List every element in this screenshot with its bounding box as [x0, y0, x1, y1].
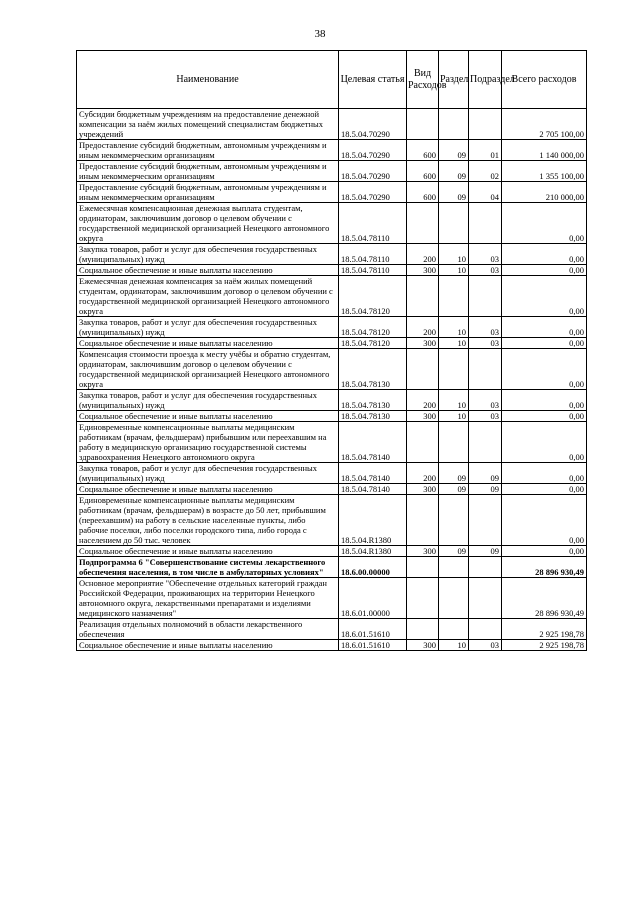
- cell-total: 0,00: [502, 338, 587, 349]
- table-row: [77, 463, 587, 484]
- cell-name: Предоставление субсидий бюджетным, автономным учреждениям и иным некоммерческим организациям: [77, 161, 339, 182]
- cell-section: [439, 203, 469, 244]
- table-row: [77, 140, 587, 161]
- cell-section: 10: [439, 640, 469, 651]
- cell-kind: [407, 619, 439, 640]
- cell-target: 18.5.04.70290: [339, 161, 407, 182]
- cell-name: Закупка товаров, работ и услуг для обеспечения государственных (муниципальных) нужд: [77, 463, 339, 484]
- cell-total: 2 925 198,78: [502, 640, 587, 651]
- cell-subsection: [469, 276, 502, 317]
- budget-table: [76, 50, 587, 651]
- cell-section: [439, 495, 469, 546]
- header-target: Целевая статья: [339, 51, 407, 109]
- cell-kind: 300: [407, 338, 439, 349]
- cell-total: 0,00: [502, 390, 587, 411]
- cell-subsection: 04: [469, 182, 502, 203]
- cell-subsection: 03: [469, 265, 502, 276]
- cell-total: 0,00: [502, 265, 587, 276]
- cell-total: 2 925 198,78: [502, 619, 587, 640]
- cell-name: Социальное обеспечение и иные выплаты населению: [77, 411, 339, 422]
- cell-section: 10: [439, 317, 469, 338]
- table-row: [77, 349, 587, 390]
- cell-section: 09: [439, 546, 469, 557]
- table-row: [77, 578, 587, 619]
- cell-total: 28 896 930,49: [502, 578, 587, 619]
- cell-name: Социальное обеспечение и иные выплаты населению: [77, 640, 339, 651]
- cell-section: 10: [439, 411, 469, 422]
- cell-section: 09: [439, 182, 469, 203]
- cell-target: 18.5.04.78130: [339, 390, 407, 411]
- cell-target: 18.5.04.78120: [339, 276, 407, 317]
- cell-target: 18.5.04.78130: [339, 411, 407, 422]
- cell-name: Социальное обеспечение и иные выплаты населению: [77, 484, 339, 495]
- cell-subsection: 03: [469, 390, 502, 411]
- cell-kind: [407, 203, 439, 244]
- cell-target: 18.5.04.70290: [339, 140, 407, 161]
- table-row: [77, 619, 587, 640]
- table-row: [77, 640, 587, 651]
- cell-subsection: 09: [469, 463, 502, 484]
- cell-total: 0,00: [502, 276, 587, 317]
- cell-target: 18.5.04.78140: [339, 484, 407, 495]
- cell-subsection: 02: [469, 161, 502, 182]
- cell-section: 09: [439, 463, 469, 484]
- cell-kind: [407, 495, 439, 546]
- cell-section: [439, 578, 469, 619]
- cell-kind: 300: [407, 546, 439, 557]
- cell-subsection: 09: [469, 546, 502, 557]
- cell-target: 18.5.04.78110: [339, 265, 407, 276]
- cell-total: 0,00: [502, 317, 587, 338]
- header-subsection: Подраздел: [469, 51, 502, 109]
- cell-target: 18.5.04.78110: [339, 203, 407, 244]
- cell-total: 0,00: [502, 349, 587, 390]
- cell-target: 18.5.04.78110: [339, 244, 407, 265]
- cell-name: Ежемесячная компенсационная денежная выплата студентам, ординаторам, заключившим договор о целевом обучении с государственной медицинской организацией Ненецкого автономного округа: [77, 203, 339, 244]
- cell-name: Социальное обеспечение и иные выплаты населению: [77, 265, 339, 276]
- cell-target: 18.6.01.51610: [339, 640, 407, 651]
- cell-target: 18.5.04.R1380: [339, 546, 407, 557]
- cell-kind: [407, 422, 439, 463]
- table-row: [77, 161, 587, 182]
- cell-subsection: [469, 619, 502, 640]
- table-body: [77, 109, 587, 651]
- cell-kind: [407, 557, 439, 578]
- cell-name: Реализация отдельных полномочий в области лекарственного обеспечения: [77, 619, 339, 640]
- cell-name: Компенсация стоимости проезда к месту учёбы и обратно студентам, ординаторам, заключившим договор о целевом обучении с государственной медицинской организацией Ненецкого автономного округа: [77, 349, 339, 390]
- cell-subsection: 03: [469, 244, 502, 265]
- cell-kind: 300: [407, 640, 439, 651]
- table-row: [77, 276, 587, 317]
- cell-kind: 200: [407, 390, 439, 411]
- table-row: [77, 484, 587, 495]
- cell-target: 18.5.04.78140: [339, 463, 407, 484]
- cell-total: 2 705 100,00: [502, 109, 587, 140]
- table-row: [77, 546, 587, 557]
- cell-section: 09: [439, 484, 469, 495]
- cell-kind: 600: [407, 140, 439, 161]
- cell-kind: [407, 276, 439, 317]
- cell-name: Закупка товаров, работ и услуг для обеспечения государственных (муниципальных) нужд: [77, 390, 339, 411]
- cell-subsection: 03: [469, 338, 502, 349]
- header-section: Раздел: [439, 51, 469, 109]
- cell-kind: 300: [407, 265, 439, 276]
- cell-total: 1 140 000,00: [502, 140, 587, 161]
- cell-kind: [407, 109, 439, 140]
- table-row: [77, 390, 587, 411]
- table-row: [77, 338, 587, 349]
- cell-subsection: [469, 557, 502, 578]
- cell-name: Предоставление субсидий бюджетным, автономным учреждениям и иным некоммерческим организациям: [77, 182, 339, 203]
- table-row: [77, 265, 587, 276]
- cell-section: 10: [439, 338, 469, 349]
- cell-kind: [407, 578, 439, 619]
- table-row: [77, 244, 587, 265]
- cell-target: 18.5.04.78120: [339, 338, 407, 349]
- table-row: [77, 203, 587, 244]
- cell-target: 18.5.04.R1380: [339, 495, 407, 546]
- cell-section: 10: [439, 390, 469, 411]
- cell-target: 18.5.04.70290: [339, 182, 407, 203]
- cell-kind: 200: [407, 317, 439, 338]
- cell-name: Социальное обеспечение и иные выплаты населению: [77, 546, 339, 557]
- cell-section: [439, 349, 469, 390]
- cell-name: Основное мероприятие "Обеспечение отдельных категорий граждан Российской Федерации, проживающих на территории Ненецкого автономного округа, лекарственными препаратами и изделиями медицинского назначения": [77, 578, 339, 619]
- cell-subsection: 03: [469, 640, 502, 651]
- cell-section: [439, 109, 469, 140]
- table-row: [77, 109, 587, 140]
- cell-total: 0,00: [502, 411, 587, 422]
- cell-kind: 300: [407, 411, 439, 422]
- cell-target: 18.5.04.70290: [339, 109, 407, 140]
- table-row: [77, 557, 587, 578]
- cell-section: 09: [439, 161, 469, 182]
- table-row: [77, 317, 587, 338]
- cell-name: Единовременные компенсационные выплаты медицинским работникам (врачам, фельдшерам) в возрасте до 50 лет, прибывшим (переехавшим) на работу в сельские населенные пункты, либо рабочие поселки, либо поселки городского типа, либо города с населением до 50 тыс. человек: [77, 495, 339, 546]
- cell-total: 0,00: [502, 244, 587, 265]
- cell-target: 18.6.00.00000: [339, 557, 407, 578]
- cell-kind: 300: [407, 484, 439, 495]
- cell-total: 0,00: [502, 546, 587, 557]
- page-number: 38: [314, 28, 326, 40]
- cell-total: 210 000,00: [502, 182, 587, 203]
- cell-kind: 200: [407, 463, 439, 484]
- cell-subsection: [469, 578, 502, 619]
- header-total: Всего расходов: [502, 51, 587, 109]
- cell-subsection: [469, 422, 502, 463]
- cell-subsection: [469, 203, 502, 244]
- cell-total: 0,00: [502, 422, 587, 463]
- table-header-row: [77, 51, 587, 109]
- cell-total: 0,00: [502, 463, 587, 484]
- cell-section: [439, 422, 469, 463]
- cell-name: Предоставление субсидий бюджетным, автономным учреждениям и иным некоммерческим организациям: [77, 140, 339, 161]
- header-name: Наименование: [77, 51, 339, 109]
- cell-kind: 200: [407, 244, 439, 265]
- cell-name: Ежемесячная денежная компенсация за наём жилых помещений студентам, ординаторам, заключившим договор о целевом обучении с государственной медицинской организацией Ненецкого автономного округа: [77, 276, 339, 317]
- cell-name: Социальное обеспечение и иные выплаты населению: [77, 338, 339, 349]
- cell-total: 0,00: [502, 203, 587, 244]
- cell-subsection: 03: [469, 317, 502, 338]
- cell-total: 28 896 930,49: [502, 557, 587, 578]
- cell-target: 18.5.04.78120: [339, 317, 407, 338]
- cell-kind: [407, 349, 439, 390]
- cell-total: 0,00: [502, 495, 587, 546]
- cell-section: [439, 619, 469, 640]
- table-row: [77, 411, 587, 422]
- table-row: [77, 182, 587, 203]
- cell-subsection: 09: [469, 484, 502, 495]
- cell-target: 18.5.04.78130: [339, 349, 407, 390]
- cell-section: [439, 276, 469, 317]
- cell-name: Закупка товаров, работ и услуг для обеспечения государственных (муниципальных) нужд: [77, 244, 339, 265]
- cell-subsection: [469, 495, 502, 546]
- cell-name: Субсидии бюджетным учреждениям на предоставление денежной компенсации за наём жилых помещений специалистам бюджетных учреждений: [77, 109, 339, 140]
- cell-subsection: 03: [469, 411, 502, 422]
- table-row: [77, 422, 587, 463]
- header-kind: Вид Расходов: [407, 51, 439, 109]
- cell-name: Единовременные компенсационные выплаты медицинским работникам (врачам, фельдшерам) прибывшим или переехавшим на работу в медицинскую организацию государственной системы здравоохранения Ненецкого автономного округа: [77, 422, 339, 463]
- cell-target: 18.6.01.51610: [339, 619, 407, 640]
- cell-name: Подпрограмма 6 "Совершенствование системы лекарственного обеспечения населения, в том числе в амбулаторных условиях": [77, 557, 339, 578]
- cell-name: Закупка товаров, работ и услуг для обеспечения государственных (муниципальных) нужд: [77, 317, 339, 338]
- cell-target: 18.5.04.78140: [339, 422, 407, 463]
- cell-subsection: [469, 349, 502, 390]
- cell-target: 18.6.01.00000: [339, 578, 407, 619]
- cell-section: [439, 557, 469, 578]
- cell-total: 0,00: [502, 484, 587, 495]
- table-row: [77, 495, 587, 546]
- cell-kind: 600: [407, 161, 439, 182]
- cell-subsection: 01: [469, 140, 502, 161]
- cell-section: 10: [439, 265, 469, 276]
- cell-subsection: [469, 109, 502, 140]
- cell-section: 09: [439, 140, 469, 161]
- cell-total: 1 355 100,00: [502, 161, 587, 182]
- cell-kind: 600: [407, 182, 439, 203]
- cell-section: 10: [439, 244, 469, 265]
